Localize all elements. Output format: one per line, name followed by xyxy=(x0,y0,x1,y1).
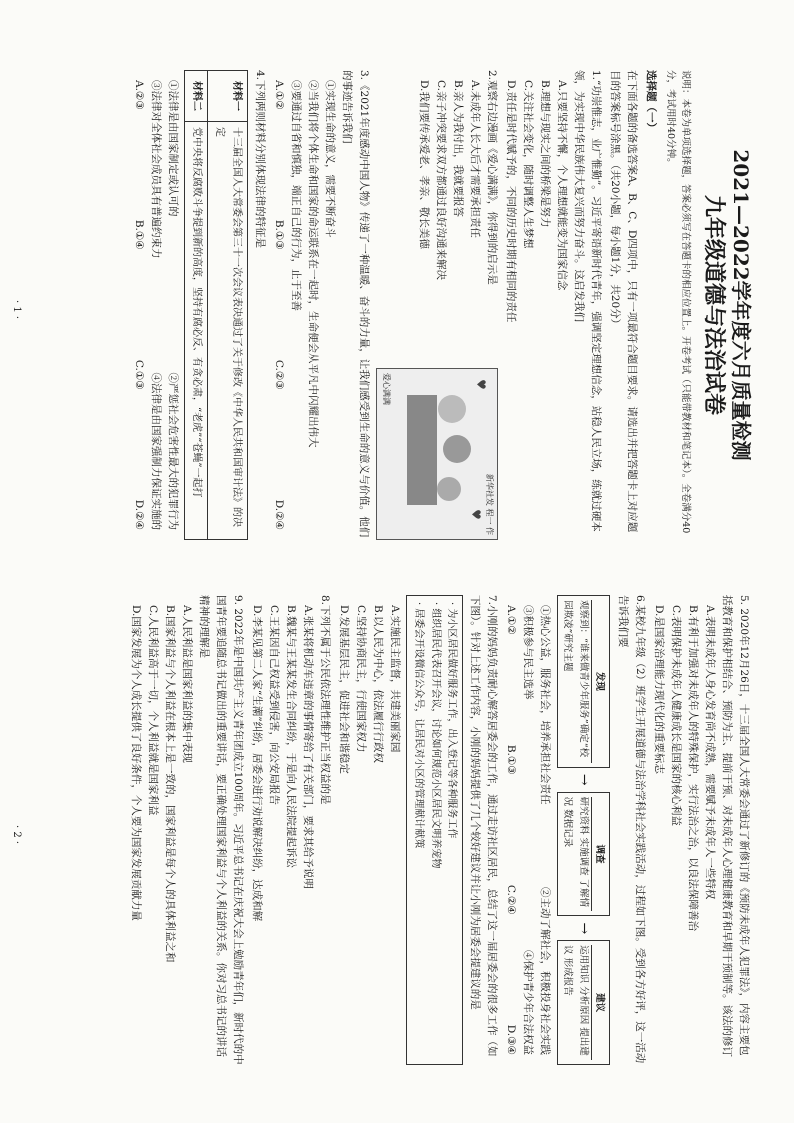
flow-step-title: 调查 xyxy=(591,797,607,912)
option: A.①② xyxy=(504,605,517,635)
work-list-box xyxy=(406,595,463,1065)
activity-flowchart xyxy=(557,595,610,1065)
arrow-right-icon: → xyxy=(575,773,592,786)
item: ②主动了解社会，积极投身社会实践 xyxy=(538,887,551,1055)
column-left: 2021—2022学年度六月质量检测 九年级道德与法治试卷 说明：本卷为单项选择题，答案必须写在答题卡的相应位置上。开卷考试（只能带教材和笔记本）。全卷满分40分，考试用时40分钟。 选择题（一） 在下面各题的备选答案A、B、C、D四项中，只有一项最符合题目要求。请选出并把答题卡上对应题目的答案标号涂黑。（共20小题，每小题1分，共20分） 1.“功崇惟志，业广惟勤”。习近平寄语新时代青年，强调坚定理想信念，站稳人民立场，练就过硬本领，为实现中华民族伟大复兴而努力奋斗。这启发我们 A.只要坚持不懈，个人理想就能变为国家信念 B.理想与现实之间的桥梁是努力 C.关注社会变化，随时调整人生梦想 D.责任是时代赋予的，不同的历史时期有相同的责任 ♥ ♥ 爱心满满 新华社发 程一 作 2.观察右边漫画《爱心满满》，你得到的启示是 A.未成年人长大后才需要承担责任 B.亲人为我付出，我就要报答 C.亲子冲突要求双方都通过良好沟通来解决 D.我们要传承爱老、孝亲、敬长美德 3.《2021年度感动中国人物》传递了一种温暖、奋斗的力量，让我们感受到生命的意义与价值。他们的事迹告诉我们 ①实现生命的意义，需要不断奋斗 ②当我们将个体生命和国家的命运联系在一起时，生命便会从平凡中闪耀出伟大 ③要通过自省和慎独，端正自己的行为，止于至善 A.①② B.①③ C.②③ D.②④ 4.下列两则材料分别体现法律的特征是 材料一 十三届全国人大常委会第三十一次会议表决通过了关于修改《中华人民共和国审计法》的决定 材料二 党中央将反腐败斗争提到新的高度，坚持有腐必反、有贪必肃，“老虎”“苍蝇”一起打 ①法律是由国家制定或认可的 ②严惩社会危害性最大的犯罪行为 ③法律对全体社会成员具有普遍约束力 ④法律是由国家强制力保证实施的 A.②③ B.①④ C.①③ D.②④ · 1 · xyxy=(128,70,754,540)
option: C.亲子冲突要求双方都通过良好沟通来解决 xyxy=(434,80,447,280)
option: B.①③ xyxy=(504,744,517,775)
item: ④保护青少年合法权益 xyxy=(521,950,534,1055)
question-9 xyxy=(127,595,246,1065)
list-item: · 居委会开设微信公众号，让居民对小区的管理献计献策 xyxy=(413,602,425,849)
option: D.是国家治理能力现代化的重要标志 xyxy=(653,605,665,774)
option: A.张某将机动车违章的事情寄给了有关部门，要求其给予说明 xyxy=(302,605,315,889)
svg-text:♥: ♥ xyxy=(468,509,483,520)
flow-step-title: 建议 xyxy=(591,945,607,1060)
material-label: 材料二 xyxy=(185,71,208,122)
question-3 xyxy=(270,70,372,540)
section-heading: 选择题（一） xyxy=(644,70,657,133)
option: B.魏某与王某某发生合同纠纷，于是向人民法院提起诉讼 xyxy=(285,605,298,869)
material-table xyxy=(184,70,248,540)
material-label: 材料一 xyxy=(208,71,247,122)
option: C.②④ xyxy=(504,884,517,915)
item: ④法律是由国家强制力保证实施的 xyxy=(150,372,163,530)
option: D.发展基层民主，促进社会和谐稳定 xyxy=(338,605,351,774)
option: C.王某因自己权益受到侵害，向公安局报告 xyxy=(268,605,281,805)
column-right: 5. 2020年12月26日，十三届全国人大常委会通过了新修订的《预防未成年人犯罪法》，内容主要包括教育和保护相结合、预防为主、提前干预、对未成年人心理健康教育和早期干预制等。该法的修订 A.表明未成年人身心发育尚不成熟，需要赋予未成年人一些特权 B.有利于加强对未成年人的特殊保护，实行法治之治，以良法保障善治 C.表明保护未成年人健康成长是国家的核心利益 D.是国家治理能力现代化的重要标志 6.某校九年级（2）班学生开展道德与法治学科社会实践活动，过程如下图。受到各方好评，这一活动告诉我们要 发现 观察到：“谁来做青少年服务”确定“校园欺凌”研究主题 → 调查 研究资料 实施调查 了解情况 数据记录 → 建议 运用知识 分析原因 提出建议 形成报告 ①热心公益，服务社会，培养承担社会责任 ②主动了解社会，积极投身社会实践 ③积极参与民主选举 ④保护青少年合法权益 A.①② B.①③ C.②④ D.③④ 7.小刚的妈妈负责耐心解答居委会的工作，通过走访社区居民，总结了这一届居委会的很多工作（如下图）。针对上述工作内容，小刚的妈妈提供了几个较好建议并让小刚为居委会提建议的是 · 为小区居民做好服务工作，出入登记等各种服务工作 · 组织居民代表召开会议，讨论如何规范小区居民文明养宠物 · 居委会开设微信公众号，让居民对小区的管理献计献策 A.实施民主监督，共建美丽家园 B.以人民为中心，依法履行行政权 C.坚持协商民主，行使国家权力 D.发展基层民主，促进社会和谐稳定 8.下列不属于公民依法理性维护正当权益的是 A.张某将机动车违章的事情寄给了有关部门，要求其给予说明 B.魏某与王某某发生合同纠纷，于是向人民法院提起诉讼 C.王某因自己权益受到侵害，向公安局报告 D.李某见第二人家“生潮”纠纷，居委会进行劝说解决纠纷，达成和解 9. 2022年是中国共产主义青年团成立100周年。习近平总书记在庆祝大会上勉励青年们，新时代的中国青年要追随总书记做出的重要讲话，要正确处理国家利益与个人利益的关系。你对习总书记的讲话精神的理解是 A.人民利益是国家利益的集中表现 B.国家利益与个人利益在根本上是一致的，国家利益是每个人的具体利益之和 C.人民利益高于一切，个人利益就是国家利益 D.国家发展为个人成长提供了良好条件，个人要为国家发展贡献力量 · 2 · xyxy=(11,595,750,1065)
option: C.坚持协商民主，行使国家权力 xyxy=(355,605,368,753)
question-stem: 6.某校九年级（2）班学生开展道德与法治学科社会实践活动，过程如下图。受到各方好评，这一活动告诉我们要 xyxy=(617,595,646,1064)
option: D.国家发展为个人成长提供了良好条件，个人要为国家发展贡献力量 xyxy=(130,605,143,921)
section-description: 在下面各题的备选答案A、B、C、D四项中，只有一项最符合题目要求。请选出并把答题卡上对应题目的答案标号涂黑。（共20小题，每小题1分，共20分） xyxy=(608,70,638,533)
option: C.②③ xyxy=(272,359,285,390)
arrow-right-icon: → xyxy=(575,922,592,935)
option: A.①② xyxy=(272,80,285,110)
question-stem: 3.《2021年度感动中国人物》传递了一种温暖、奋斗的力量，让我们感受到生命的意义与价值。他们的事迹告诉我们 xyxy=(340,70,370,538)
item: ①法律是由国家制定或认可的 xyxy=(167,80,180,217)
option: D.责任是时代赋予的，不同的历史时期有相同的责任 xyxy=(504,80,517,323)
option: B.亲人为我付出，我就要报答 xyxy=(451,80,464,218)
question-stem: 9. 2022年是中国共产主义青年团成立100周年。习近平总书记在庆祝大会上勉励青年们，新时代的中国青年要追随总书记做出的重要讲话，要正确处理国家利益与个人利益的关系。你对习总书记的讲话精神的理解是 xyxy=(198,595,245,1065)
item: ③要通过自省和慎独，端正自己的行为，止于至善 xyxy=(289,80,302,311)
option: B.国家利益与个人利益在根本上是一致的，国家利益是每个人的具体利益之和 xyxy=(164,605,177,963)
option: B.①③ xyxy=(272,219,285,250)
exam-subtitle: 九年级道德与法治试卷 xyxy=(701,194,727,415)
question-6 xyxy=(502,595,648,1065)
option: C.表明保护未成年人健康成长是国家的核心利益 xyxy=(670,605,682,826)
flow-step-title: 发现 xyxy=(591,600,607,763)
option: D.②④ xyxy=(133,499,146,530)
question-5 xyxy=(650,595,752,1065)
option: A.未成年人长大后才需要承担责任 xyxy=(468,80,481,238)
item: ③积极参与民主选举 xyxy=(521,605,534,700)
question-stem: 7.小刚的妈妈负责耐心解答居委会的工作，通过走访社区居民，总结了这一届居委会的很多工作（如下图）。针对上述工作内容，小刚的妈妈提供了几个较好建议并让小刚为居委会提建议的是 xyxy=(468,595,498,1057)
question-stem: 2.观察右边漫画《爱心满满》，你得到的启示是 xyxy=(485,70,498,285)
option: A.②③ xyxy=(133,80,146,110)
flow-step-text: 观察到：“谁来做青少年服务”确定“校园欺凌”研究主题 xyxy=(562,600,589,758)
item: ①热心公益，服务社会，培养承担社会责任 xyxy=(538,605,551,805)
flow-step xyxy=(557,940,610,1065)
option: C.①③ xyxy=(133,359,146,390)
option: A.表明未成年人身心发育尚不成熟，需要赋予未成年人一些特权 xyxy=(704,605,716,900)
material-text: 十三届全国人大常委会第三十一次会议表决通过了关于修改《中华人民共和国审计法》的决定 xyxy=(208,122,247,540)
option: C.关注社会变化，随时调整人生梦想 xyxy=(521,80,534,249)
flow-step-text: 运用知识 分析原因 提出建议 形成报告 xyxy=(562,945,589,1056)
list-item: · 为小区居民做好服务工作，出入登记等各种服务工作 xyxy=(445,602,457,839)
question-8 xyxy=(248,595,333,1065)
option: D.③④ xyxy=(504,1024,517,1055)
option: B.①④ xyxy=(133,219,146,250)
question-stem: 4.下列两则材料分别体现法律的特征是 xyxy=(253,70,266,249)
option: D.李某见第二人家“生潮”纠纷，居委会进行劝说解决纠纷，达成和解 xyxy=(251,605,264,922)
option: D.我们要传承爱老、孝亲、敬长美德 xyxy=(417,80,430,249)
option: C.人民利益高于一切，个人利益就是国家利益 xyxy=(147,605,160,816)
item: ③法律对全体社会成员具有普遍约束力 xyxy=(150,80,163,259)
cartoon-caption: 爱心满满 xyxy=(381,373,391,405)
svg-text:♥: ♥ xyxy=(473,379,488,390)
option: A.实施民主监督，共建美丽家园 xyxy=(389,605,402,753)
list-item: · 组织居民代表召开会议，讨论如何规范小区居民文明养宠物 xyxy=(429,602,441,869)
option: B.有利于加强对未成年人的特殊保护，实行法治之治，以良法保障善治 xyxy=(687,605,699,932)
material-text: 党中央将反腐败斗争提到新的高度，坚持有腐必反、有贪必肃，“老虎”“苍蝇”一起打 xyxy=(185,122,208,540)
option: A.人民利益是国家利益的集中表现 xyxy=(181,605,194,763)
exam-title: 2021—2022学年度六月质量检测 xyxy=(729,149,753,461)
item: ①实现生命的意义，需要不断奋斗 xyxy=(323,80,336,238)
cartoon-credit: 新华社发 程一 作 xyxy=(484,473,494,535)
option: A.只要坚持不懈，个人理想就能变为国家信念 xyxy=(555,80,568,291)
item: ②当我们将个体生命和国家的命运联系在一起时，生命便会从平凡中闪耀出伟大 xyxy=(306,80,319,448)
question-stem: 1.“功崇惟志，业广惟勤”。习近平寄语新时代青年，强调坚定理想信念，站稳人民立场，练就过硬本领，为实现中华民族伟大复兴而努力奋斗。这启发我们 xyxy=(572,70,602,532)
option: D.②④ xyxy=(272,499,285,530)
flow-step xyxy=(557,792,610,917)
question-stem: 5. 2020年12月26日，十三届全国人大常委会通过了新修订的《预防未成年人犯罪法》，内容主要包括教育和保护相结合、预防为主、提前干预、对未成年人心理健康教育和早期干预制等。该法的修订 xyxy=(721,595,750,1057)
question-7 xyxy=(335,595,500,1065)
item: ②严惩社会危害性最大的犯罪行为 xyxy=(167,372,180,530)
exam-instructions: 说明：本卷为单项选择题，答案必须写在答题卡的相应位置上。开卷考试（只能带教材和笔记本）。全卷满分40分，考试用时40分钟。 xyxy=(665,70,692,534)
option: B.以人民为中心，依法履行行政权 xyxy=(372,605,385,764)
cartoon-image xyxy=(376,368,498,540)
question-stem: 8.下列不属于公民依法理性维护正当权益的是 xyxy=(319,595,332,805)
question-4 xyxy=(130,70,268,540)
flow-step-text: 研究资料 实施调查 了解情况 数据记录 xyxy=(562,796,589,908)
flow-step xyxy=(557,595,610,768)
question-2 xyxy=(381,70,500,540)
question-1 xyxy=(502,70,604,540)
option: B.理想与现实之间的桥梁是努力 xyxy=(538,80,551,228)
